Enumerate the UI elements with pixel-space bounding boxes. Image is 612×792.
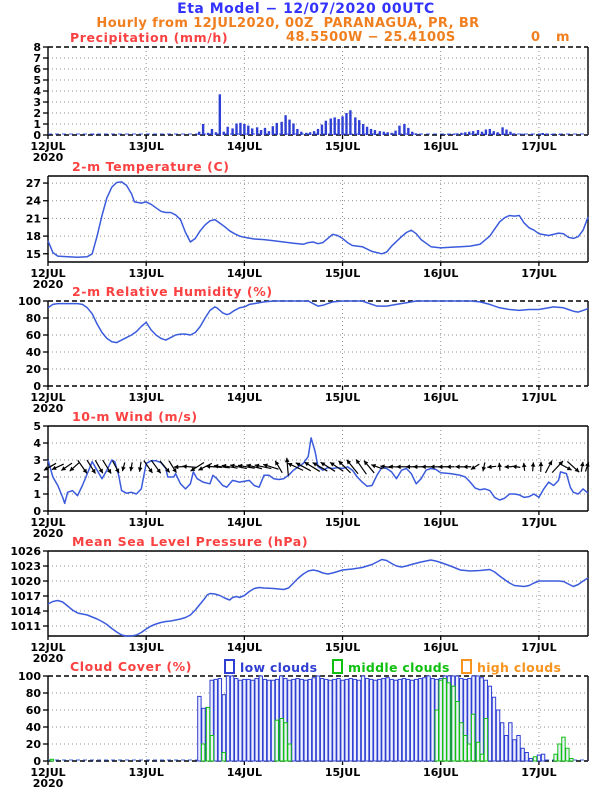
wind-grid [48, 426, 588, 511]
svg-text:1011: 1011 [10, 620, 41, 633]
svg-text:40: 40 [25, 346, 41, 359]
svg-text:13JUL: 13JUL [128, 391, 164, 404]
panel-title-humidity: 2-m Relative Humidity (%) [72, 284, 273, 299]
svg-text:7: 7 [33, 52, 41, 65]
svg-text:5: 5 [33, 74, 41, 87]
svg-text:0: 0 [33, 380, 41, 393]
svg-text:15JUL: 15JUL [324, 766, 361, 779]
wind-chart [0, 416, 612, 537]
svg-text:12JUL: 12JUL [30, 766, 66, 779]
precipitation-y-axis [33, 41, 48, 142]
svg-text:15JUL: 15JUL [324, 391, 361, 404]
pressure-grid [48, 551, 588, 636]
svg-text:14JUL: 14JUL [226, 516, 263, 529]
svg-text:0: 0 [33, 505, 41, 518]
svg-text:2020: 2020 [32, 278, 64, 288]
svg-text:12JUL: 12JUL [30, 267, 66, 280]
low-clouds-bars [198, 676, 545, 761]
svg-text:14JUL: 14JUL [226, 391, 263, 404]
svg-text:20: 20 [25, 738, 41, 751]
precipitation-bars [92, 94, 561, 135]
precipitation-x-axis [30, 135, 556, 161]
svg-text:60: 60 [25, 329, 41, 342]
humidity-x-axis [30, 386, 556, 412]
humidity-line [48, 301, 588, 343]
svg-text:13JUL: 13JUL [128, 267, 164, 280]
svg-text:14JUL: 14JUL [226, 766, 263, 779]
svg-text:15JUL: 15JUL [324, 516, 361, 529]
wind-x-axis [30, 511, 556, 537]
svg-text:16JUL: 16JUL [423, 391, 459, 404]
svg-text:0: 0 [33, 129, 41, 142]
svg-text:2020: 2020 [32, 151, 64, 161]
svg-text:12JUL: 12JUL [30, 391, 66, 404]
svg-text:16JUL: 16JUL [423, 140, 459, 153]
svg-text:1026: 1026 [10, 545, 41, 558]
run-station-subtitle: Hourly from 12JUL2020, 00Z PARANAGUA, PR, BR [96, 16, 480, 31]
legend-label-low-clouds: low clouds [240, 660, 318, 675]
svg-text:17JUL: 17JUL [521, 641, 557, 654]
svg-text:12JUL: 12JUL [30, 641, 66, 654]
svg-text:1: 1 [33, 488, 41, 501]
svg-text:20: 20 [25, 363, 41, 376]
svg-text:16JUL: 16JUL [423, 516, 459, 529]
temperature-x-axis [30, 262, 556, 288]
pressure-y-axis [10, 545, 48, 633]
panel-title-cloud-cover: Cloud Cover (%) [70, 659, 193, 674]
panel-title-precipitation: Precipitation (mm/h) [70, 30, 229, 45]
svg-text:17JUL: 17JUL [521, 140, 557, 153]
svg-text:2020: 2020 [32, 652, 64, 662]
svg-text:15: 15 [25, 247, 41, 261]
humidity-grid [48, 301, 588, 386]
svg-text:14JUL: 14JUL [226, 641, 263, 654]
humidity-chart [0, 291, 612, 412]
svg-text:15JUL: 15JUL [324, 267, 361, 280]
svg-text:2020: 2020 [32, 527, 64, 537]
svg-text:8: 8 [33, 41, 41, 54]
svg-text:12JUL: 12JUL [30, 140, 66, 153]
svg-text:3: 3 [33, 96, 41, 109]
svg-text:3: 3 [33, 454, 41, 467]
cloud-y-axis [18, 670, 48, 768]
svg-text:6: 6 [33, 63, 41, 76]
svg-text:2: 2 [33, 471, 41, 484]
svg-text:80: 80 [25, 312, 41, 325]
svg-text:100: 100 [18, 670, 41, 683]
svg-text:80: 80 [25, 687, 41, 700]
svg-text:40: 40 [25, 721, 41, 734]
svg-text:14JUL: 14JUL [226, 140, 263, 153]
humidity-y-axis [18, 295, 48, 393]
svg-text:4: 4 [33, 85, 41, 98]
cloud-x-axis [30, 761, 556, 787]
svg-text:24: 24 [25, 194, 41, 208]
station-coordinates: 48.5500W − 25.4100S [286, 30, 456, 45]
svg-text:16JUL: 16JUL [423, 267, 459, 280]
pressure-line [48, 560, 588, 637]
legend-label-middle-clouds: middle clouds [348, 660, 450, 675]
svg-text:1014: 1014 [10, 605, 41, 618]
svg-text:13JUL: 13JUL [128, 140, 164, 153]
svg-text:2020: 2020 [32, 402, 64, 412]
svg-text:16JUL: 16JUL [423, 766, 459, 779]
svg-text:1020: 1020 [10, 575, 41, 588]
svg-text:1023: 1023 [10, 560, 41, 573]
svg-text:14JUL: 14JUL [226, 267, 263, 280]
svg-text:17JUL: 17JUL [521, 766, 557, 779]
panel-title-temperature: 2-m Temperature (C) [72, 159, 230, 174]
svg-text:0: 0 [33, 755, 41, 768]
svg-text:5: 5 [33, 420, 41, 433]
temperature-chart [0, 166, 612, 288]
panel-title-wind: 10-m Wind (m/s) [72, 409, 198, 424]
svg-text:13JUL: 13JUL [128, 641, 164, 654]
station-elevation-unit: m [556, 30, 570, 45]
pressure-chart [0, 541, 612, 662]
svg-text:21: 21 [25, 212, 41, 226]
svg-text:60: 60 [25, 704, 41, 717]
temperature-y-axis [26, 177, 48, 261]
svg-text:1017: 1017 [10, 590, 41, 603]
panel-title-pressure: Mean Sea Level Pressure (hPa) [72, 534, 309, 549]
svg-text:2: 2 [33, 107, 41, 120]
svg-text:18: 18 [25, 230, 41, 244]
svg-text:15JUL: 15JUL [324, 641, 361, 654]
svg-text:17JUL: 17JUL [521, 391, 557, 404]
svg-text:2020: 2020 [32, 777, 64, 787]
svg-text:17JUL: 17JUL [521, 516, 557, 529]
cloud-cover-chart [0, 666, 612, 787]
temperature-line [48, 182, 588, 257]
svg-text:4: 4 [33, 437, 41, 450]
station-elevation: 0 [531, 30, 541, 45]
precipitation-grid [48, 47, 588, 135]
svg-text:13JUL: 13JUL [128, 516, 164, 529]
svg-text:13JUL: 13JUL [128, 766, 164, 779]
svg-text:12JUL: 12JUL [30, 516, 66, 529]
svg-text:100: 100 [18, 295, 41, 308]
svg-text:17JUL: 17JUL [521, 267, 557, 280]
svg-text:15JUL: 15JUL [324, 140, 361, 153]
svg-text:1: 1 [33, 118, 41, 131]
precipitation-chart [0, 37, 612, 161]
svg-text:27: 27 [25, 177, 41, 191]
svg-text:16JUL: 16JUL [423, 641, 459, 654]
model-title: Eta Model − 12/07/2020 00UTC [177, 1, 435, 17]
legend-label-high-clouds: high clouds [477, 660, 562, 675]
pressure-x-axis [30, 636, 556, 662]
